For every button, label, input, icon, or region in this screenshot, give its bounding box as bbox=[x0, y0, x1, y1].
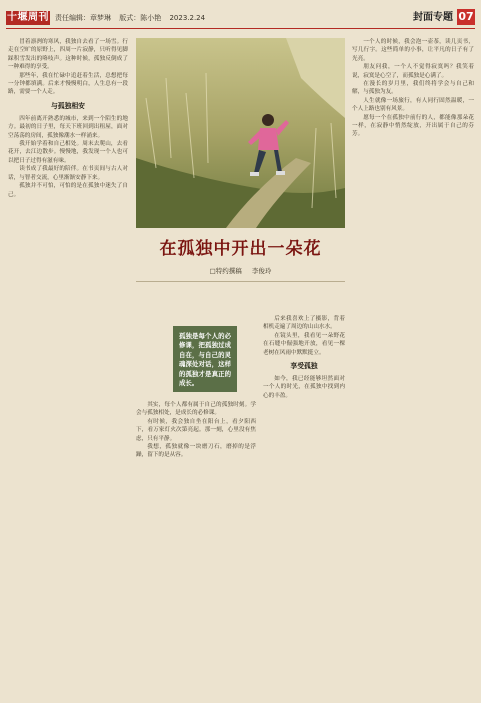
subheading-1: 与孤独相安 bbox=[51, 101, 85, 110]
col1-body bbox=[8, 115, 128, 199]
article-byline bbox=[136, 266, 345, 276]
paragraph: 如今，我已经能够坦然面对一个人的时光，在孤独中找到内心的丰盈。 bbox=[263, 376, 345, 399]
issue-date: 2023.2.24 bbox=[169, 14, 206, 22]
section-name: 封面专题 bbox=[413, 12, 453, 23]
page-number: 07 bbox=[458, 10, 474, 23]
paragraph: 在镜头里，我看见一朵野花在石缝中倔强地开放，看见一棵老树在风雨中默默挺立。 bbox=[263, 332, 345, 356]
paragraph: 我想，孤独就像一块磨刀石，磨掉的是浮躁，留下的是从容。 bbox=[136, 444, 256, 459]
paragraph: 有时候，我会独自坐在阳台上，看夕阳西下，看万家灯火次第亮起。那一刻，心里没有焦虑，只有平静。 bbox=[136, 418, 256, 442]
paragraph: 那些年，我在忙碌中追赶着生活，总想把每一分钟都填满。后来才慢慢明白，人生总有一段路，需要一个人走。 bbox=[8, 72, 128, 96]
article-photo bbox=[136, 38, 345, 228]
subheading-2: 享受孤独 bbox=[290, 362, 318, 371]
photo-woman-in-field bbox=[136, 38, 345, 228]
byline-source: □特约撰稿 bbox=[209, 267, 242, 275]
paragraph: 读书成了我最好的陪伴。在书页间与古人对话，与智者交流，心里渐渐安静下来。 bbox=[8, 166, 128, 181]
paragraph: 我开始学着和自己相处。周末去爬山，去看花开，去江边散步。慢慢地，我发现一个人也可以把日子过得有滋有味。 bbox=[8, 141, 128, 164]
col2-body bbox=[136, 401, 256, 460]
editor-credit: 责任编辑：章梦琳 bbox=[55, 14, 111, 22]
paragraph: 孤独并不可怕，可怕的是在孤独中迷失了自己。 bbox=[8, 183, 128, 198]
article-column-1 bbox=[8, 38, 128, 688]
paragraph: 四年前离开熟悉的城市，来到一个陌生的地方。最初的日子里，每天下班回到出租屋，面对空荡荡的房间，孤独像潮水一样涌来。 bbox=[8, 115, 128, 139]
paragraph: 一个人的时候，我会泡一壶茶，读几页书，写几行字。这些简单的小事，让平凡的日子有了光亮。 bbox=[352, 39, 474, 62]
byline-author: 李俊玲 bbox=[251, 267, 272, 275]
pull-quote: 孤独是每个人的必修课，把孤独过成自在，与自己的灵魂深处对话，这样的孤独才是真正的成长。 bbox=[173, 326, 237, 392]
header-credits bbox=[55, 12, 211, 24]
paragraph: 后来我喜欢上了摄影，背着相机走遍了周边的山山水水。 bbox=[263, 316, 345, 331]
col4-body bbox=[352, 38, 474, 139]
paragraph: 冒着凛冽的寒风，我独自去看了一场雪。行走在空旷的原野上，四周一片寂静，只听得见脚踩积雪发出的咯吱声。这种时候，孤独反倒成了一种难得的享受。 bbox=[8, 39, 128, 71]
title-rule bbox=[136, 281, 345, 282]
paragraph: 其实，每个人都有属于自己的孤独时刻。学会与孤独相处，是成长的必修课。 bbox=[136, 402, 256, 417]
page-header bbox=[0, 0, 481, 30]
article-column-3 bbox=[263, 315, 345, 690]
masthead-brand: 十堰周刊 bbox=[7, 12, 49, 23]
paragraph: 人生就像一场旅行，有人同行固然温暖，一个人上路也别有风景。 bbox=[352, 97, 474, 113]
article-column-4 bbox=[352, 38, 474, 688]
col1-intro bbox=[8, 38, 128, 97]
header-rule bbox=[6, 28, 475, 29]
paragraph: 愿每一个在孤独中前行的人，都能像那朵花一样，在寂静中悄然绽放，开出属于自己的芬芳。 bbox=[352, 114, 474, 138]
paragraph: 朋友问我，一个人不觉得寂寞吗？我笑着说，寂寞是心空了，而孤独是心满了。 bbox=[352, 64, 474, 79]
col3-body-2 bbox=[263, 375, 345, 400]
designer-credit: 版式：陈小艳 bbox=[119, 14, 162, 22]
article-title: 在孤独中开出一朵花 bbox=[159, 239, 322, 259]
col3-body bbox=[263, 315, 345, 357]
paragraph: 在漫长的岁月里，我们终将学会与自己和解，与孤独为友。 bbox=[352, 81, 474, 96]
